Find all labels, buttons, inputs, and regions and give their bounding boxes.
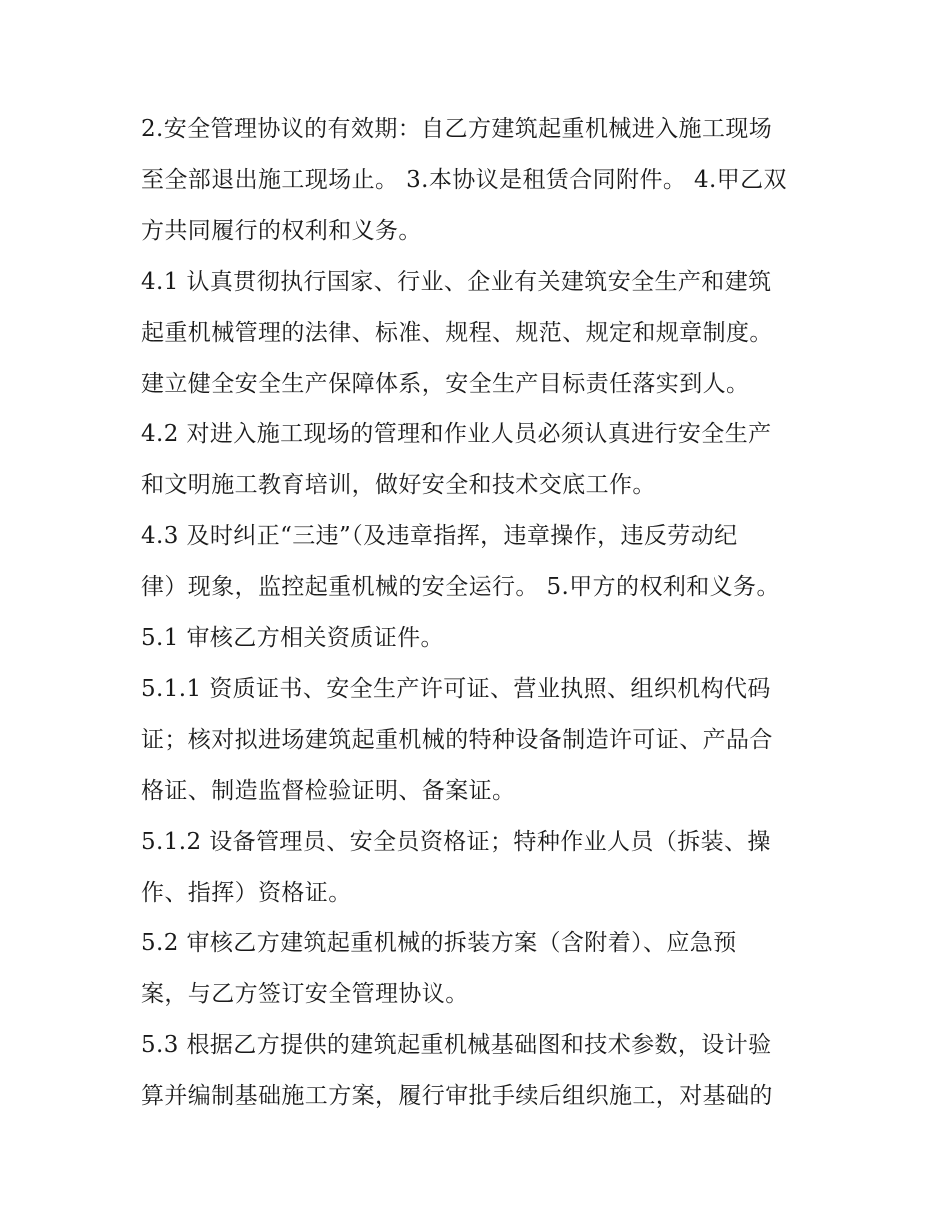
text-line: 2.安全管理协议的有效期：自乙方建筑起重机械进入施工现场 [141,116,773,142]
text-line: 律）现象，监控起重机械的安全运行。 5.甲方的权利和义务。 [141,574,780,600]
text-line: 5.1.2 设备管理员、安全员资格证；特种作业人员（拆装、操 [141,829,771,855]
text-line: 4.2 对进入施工现场的管理和作业人员必须认真进行安全生产 [141,421,772,447]
text-line: 5.2 审核乙方建筑起重机械的拆装方案（含附着）、应急预 [141,930,737,956]
text-line: 格证、制造监督检验证明、备案证。 [141,778,516,804]
text-line: 和文明施工教育培训，做好安全和技术交底工作。 [141,472,656,498]
text-line: 5.3 根据乙方提供的建筑起重机械基础图和技术参数，设计验 [141,1032,772,1058]
text-line: 证；核对拟进场建筑起重机械的特种设备制造许可证、产品合 [141,727,773,753]
text-line: 方共同履行的权利和义务。 [141,218,422,244]
text-line: 5.1 审核乙方相关资质证件。 [141,625,444,651]
text-line: 起重机械管理的法律、标准、规程、规范、规定和规章制度。 [141,320,773,346]
text-line: 4.1 认真贯彻执行国家、行业、企业有关建筑安全生产和建筑 [141,269,772,295]
text-line: 作、指挥）资格证。 [141,880,352,906]
text-line: 4.3 及时纠正“三违”（及违章指挥，违章操作，违反劳动纪 [141,523,738,549]
text-line: 建立健全安全生产保障体系，安全生产目标责任落实到人。 [141,371,750,397]
text-line: 算并编制基础施工方案，履行审批手续后组织施工，对基础的 [141,1083,773,1109]
text-line: 至全部退出施工现场止。 3.本协议是租赁合同附件。 4.甲乙双 [141,167,787,193]
text-line: 案，与乙方签订安全管理协议。 [141,981,469,1007]
text-line: 5.1.1 资质证书、安全生产许可证、营业执照、组织机构代码 [141,676,771,702]
